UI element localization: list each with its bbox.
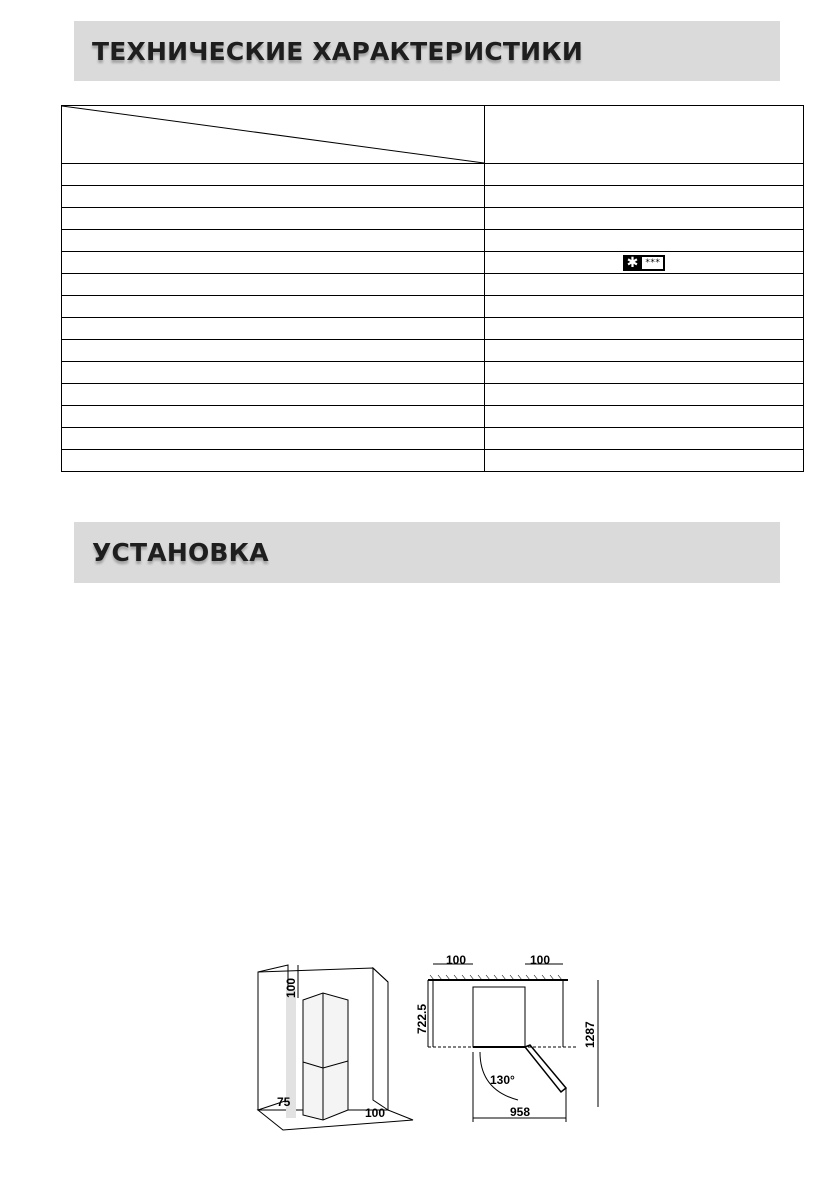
diagonal-divider <box>62 106 484 163</box>
depth-label: 722.5 <box>415 1003 429 1034</box>
table-row <box>62 428 804 450</box>
spec-table-header-left <box>62 106 485 164</box>
top-clearance-label: 100 <box>284 977 298 998</box>
open-door <box>525 1045 566 1092</box>
section-header-install <box>74 522 780 583</box>
left-clearance-label: 100 <box>446 953 467 967</box>
fridge-top-view <box>473 987 525 1047</box>
table-row <box>62 362 804 384</box>
table-row <box>62 274 804 296</box>
table-row <box>62 230 804 252</box>
door-angle-label: 130° <box>490 1073 515 1087</box>
table-row <box>62 318 804 340</box>
spec-table <box>61 105 804 472</box>
total-depth-label: 1287 <box>583 1021 597 1048</box>
table-row <box>62 186 804 208</box>
side-clearance-label: 75 <box>277 1095 291 1109</box>
back-clearance-label: 100 <box>365 1106 386 1120</box>
spec-table-header-right <box>485 106 804 164</box>
open-width-label: 958 <box>510 1105 531 1119</box>
table-row <box>62 450 804 472</box>
section-header-specs <box>74 21 780 81</box>
table-row <box>62 406 804 428</box>
table-row <box>62 164 804 186</box>
table-row <box>62 208 804 230</box>
niche-right-wall <box>373 968 388 1110</box>
installation-niche-diagram <box>253 960 413 1125</box>
table-row <box>62 340 804 362</box>
table-row <box>62 296 804 318</box>
section-title-specs: ТЕХНИЧЕСКИЕ ХАРАКТЕРИСТИКИ <box>92 37 584 66</box>
fridge-body <box>303 993 348 1120</box>
installation-top-view-diagram <box>415 950 608 1130</box>
table-row <box>62 252 804 274</box>
right-clearance-label: 100 <box>530 953 551 967</box>
freezer-star-rating-icon: ✱ *** <box>623 255 666 271</box>
section-title-install: УСТАНОВКА <box>92 538 269 567</box>
niche-back-wall <box>258 968 388 982</box>
table-row <box>62 384 804 406</box>
spec-table-header <box>62 106 804 164</box>
